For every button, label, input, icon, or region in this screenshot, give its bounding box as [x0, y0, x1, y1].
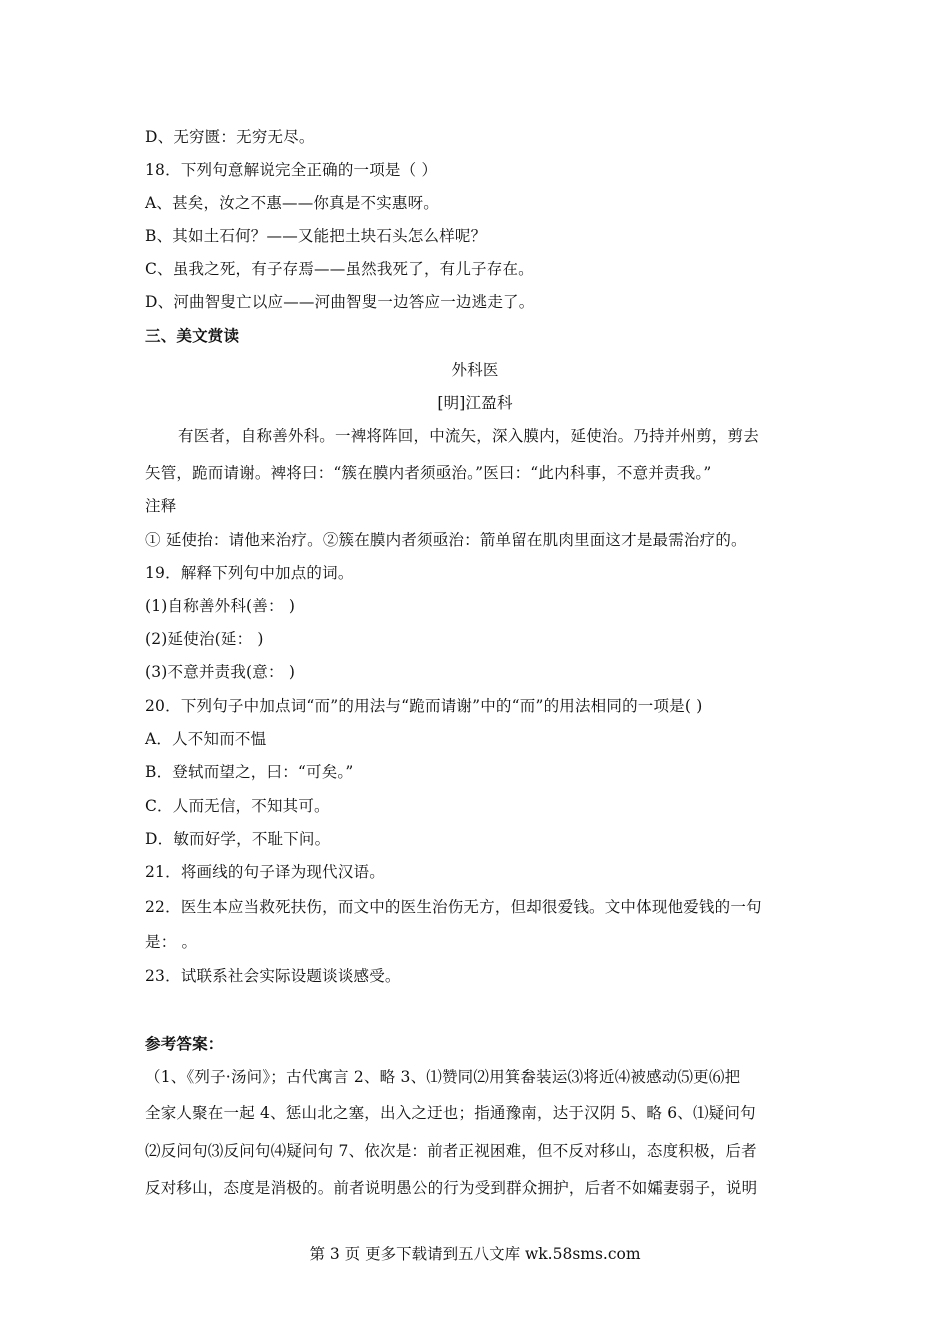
answer-line: 反对移山，态度是消极的。前者说明愚公的行为受到群众拥护，后者不如孀妻弱子，说明: [145, 1179, 758, 1197]
q22-stem: 22．医生本应当救死扶伤，而文中的医生治伤无方，但却很爱钱。文中体现他爱钱的一句: [145, 898, 762, 916]
section-heading: 三、美文赏读: [145, 326, 240, 345]
answer-line: ⑵反问句⑶反问句⑷疑问句 7、依次是：前者正视困难，但不反对移山，态度积极，后者: [145, 1142, 757, 1160]
q20-option-b: B．登轼而望之，曰：“可矣。”: [145, 763, 354, 781]
q20-stem: 20．下列句子中加点词“而”的用法与“跪而请谢”中的“而”的用法相同的一项是( ): [145, 697, 703, 715]
passage-line: 矢管，跪而请谢。裨将曰：“簇在膜内者须亟治。”医曰：“此内科事，不意并责我。”: [145, 464, 712, 482]
q18-stem: 18．下列句意解说完全正确的一项是（ ）: [145, 161, 438, 179]
q18-option-d: D、河曲智叟亡以应——河曲智叟一边答应一边逃走了。: [145, 293, 535, 311]
q17-option-d: D、无穷匮：无穷无尽。: [145, 128, 315, 146]
q23-stem: 23．试联系社会实际设题谈谈感受。: [145, 967, 401, 985]
page-footer: 第 3 页 更多下载请到五八文库 wk.58sms.com: [309, 1245, 641, 1263]
answer-line: 全家人聚在一起 4、惩山北之塞，出入之迂也；指通豫南，达于汉阴 5、略 6、⑴疑问句: [145, 1104, 756, 1122]
q19-item: (1)自称善外科(善： ): [145, 597, 296, 615]
q20-option-c: C．人而无信，不知其可。: [145, 797, 330, 815]
answers-heading: 参考答案：: [145, 1034, 224, 1053]
q18-option-a: A、甚矣，汝之不惠——你真是不实惠呀。: [145, 194, 439, 212]
passage-line: 有医者，自称善外科。一裨将阵回，中流矢，深入膜内，延使治。乃持并州剪，剪去: [178, 427, 759, 445]
q20-option-a: A．人不知而不愠: [145, 730, 267, 748]
answer-line: （1、《列子·汤问》；古代寓言 2、略 3、⑴赞同⑵用箕畚装运⑶将近⑷被感动⑸更⑹把: [145, 1068, 741, 1086]
q22-stem-cont: 是： 。: [145, 933, 198, 951]
q19-item: (3)不意并责我(意： ): [145, 663, 296, 681]
passage-title: 外科医: [451, 361, 499, 379]
q19-item: (2)延使治(延： ): [145, 630, 264, 648]
q20-option-d: D．敏而好学，不耻下问。: [145, 830, 331, 848]
notes-text: ① 延使抬：请他来治疗。②簇在膜内者须亟治：箭单留在肌肉里面这才是最需治疗的。: [145, 531, 747, 549]
notes-label: 注释: [145, 497, 177, 515]
q21-stem: 21．将画线的句子译为现代汉语。: [145, 863, 385, 881]
q18-option-b: B、其如土石何？——又能把土块石头怎么样呢？: [145, 227, 487, 245]
q18-option-c: C、虽我之死，有子存焉——虽然我死了，有儿子存在。: [145, 260, 534, 278]
passage-author: [明]江盈科: [437, 394, 513, 412]
q19-stem: 19．解释下列句中加点的词。: [145, 564, 354, 582]
